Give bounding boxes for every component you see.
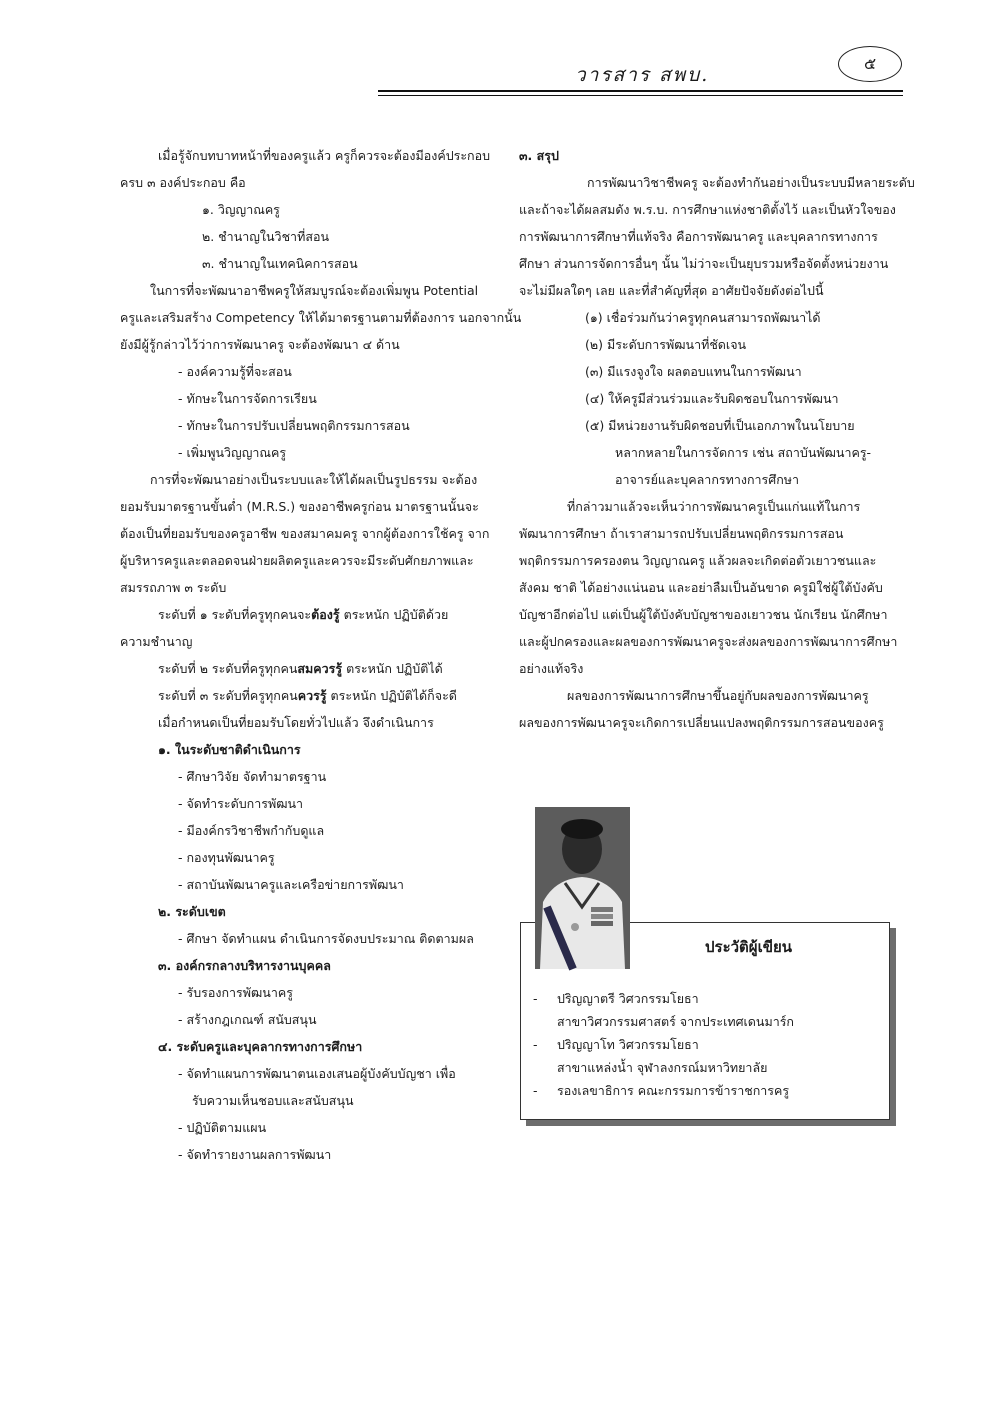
level-3: ระดับที่ ๓ ระดับที่ครูทุกคนควรรู้ ตระหนัก ปฏิบัติได้ก็จะดี [158, 688, 457, 703]
paragraph-line: พัฒนาการศึกษา ถ้าเราสามารถปรับเปลี่ยนพฤติกรรมการสอน [519, 526, 844, 541]
bio-title: ประวัติผู้เขียน [705, 938, 793, 956]
paragraph-line: ศึกษา ส่วนการจัดการอื่นๆ นั้น ไม่ว่าจะเป็นยุบรวมหรือจัดตั้งหน่วยงาน [519, 256, 889, 271]
section-item: - ศึกษา จัดทำแผน ดำเนินการจัดงบประมาณ ติดตามผล [178, 931, 474, 946]
level-2: ระดับที่ ๒ ระดับที่ครูทุกคนสมควรรู้ ตระหนัก ปฏิบัติได้ [158, 661, 443, 676]
paragraph-line: สมรรถภาพ ๓ ระดับ [120, 580, 227, 595]
paragraph-line: จะไม่มีผลใดๆ เลย และที่สำคัญที่สุด อาศัยปัจจัยดังต่อไปนี้ [519, 283, 824, 298]
section-item: - จัดทำแผนการพัฒนาตนเองเสนอผู้บังคับบัญชา เพื่อ [178, 1066, 456, 1081]
area-item: - องค์ความรู้ที่จะสอน [178, 364, 292, 379]
author-photo [535, 807, 630, 969]
paragraph-line: สังคม ชาติ ได้อย่างแน่นอน และอย่าลืมเป็นอันขาด ครูมิใช่ผู้ใต้บังคับ [519, 580, 883, 595]
bio-item: - รองเลขาธิการ คณะกรรมการข้าราชการครู [533, 1083, 790, 1098]
bio-list [533, 987, 878, 1102]
section-item: - ศึกษาวิจัย จัดทำมาตรฐาน [178, 769, 327, 784]
component-item: ๑. วิญญาณครู [202, 202, 280, 217]
section-heading: ๒. ระดับเขต [158, 904, 226, 919]
section-item: - สถาบันพัฒนาครูและเครือข่ายการพัฒนา [178, 877, 404, 892]
factor-item-cont: อาจารย์และบุคลากรทางการศึกษา [615, 472, 800, 487]
section-item: - กองทุนพัฒนาครู [178, 850, 275, 865]
section-item: - จัดทำรายงานผลการพัฒนา [178, 1147, 332, 1162]
paragraph-line: และผู้ปกครองและผลของการพัฒนาครูจะส่งผลของการพัฒนาการศึกษา [519, 634, 898, 649]
factor-item-cont: หลากหลายในการจัดการ เช่น สถาบันพัฒนาครู- [615, 445, 872, 460]
journal-title: วารสาร สพบ. [575, 64, 710, 86]
component-item: ๓. ชำนาญในเทคนิคการสอน [202, 256, 358, 271]
paragraph-line: ในการที่จะพัฒนาอาชีพครูให้สมบูรณ์จะต้องเพิ่มพูน Potential [150, 283, 479, 298]
component-item: ๒. ชำนาญในวิชาที่สอน [202, 229, 329, 244]
right-column [519, 142, 915, 736]
paragraph-line: ผลของการพัฒนาการศึกษาขึ้นอยู่กับผลของการพัฒนาครู [567, 688, 869, 703]
paragraph-line: ยอมรับมาตรฐานขั้นต่ำ (M.R.S.) ของอาชีพครูก่อน มาตรฐานนั้นจะ [120, 499, 479, 514]
section-item: - สร้างกฎเกณฑ์ สนับสนุน [178, 1012, 317, 1027]
page-number: ๕ [838, 46, 902, 82]
paragraph-line: ต้องเป็นที่ยอมรับของครูอาชีพ ของสมาคมครู จากผู้ต้องการใช้ครู จาก [120, 526, 490, 541]
factor-item: (๑) เชื่อร่วมกันว่าครูทุกคนสามารถพัฒนาได้ [585, 310, 821, 325]
paragraph-line: ผลของการพัฒนาครูจะเกิดการเปลี่ยนแปลงพฤติกรรมการสอนของครู [519, 715, 884, 730]
paragraph-line: อย่างแท้จริง [519, 661, 584, 676]
left-column [120, 142, 522, 1168]
area-item: - เพิ่มพูนวิญญาณครู [178, 445, 287, 460]
section-heading: ๔. ระดับครูและบุคลากรทางการศึกษา [158, 1039, 363, 1054]
factor-item: (๒) มีระดับการพัฒนาที่ชัดเจน [585, 337, 747, 352]
paragraph-line: พฤติกรรมการครองตน วิญญาณครู แล้วผลจะเกิดต่อตัวเยาวชนและ [519, 553, 877, 568]
section-item-cont: รับความเห็นชอบและสนับสนุน [192, 1093, 354, 1108]
paragraph-line: และถ้าจะได้ผลสมดัง พ.ร.บ. การศึกษาแห่งชาติตั้งไว้ และเป็นหัวใจของ [519, 202, 896, 217]
paragraph-line: การพัฒนาการศึกษาที่แท้จริง คือการพัฒนาครู และบุคลากรทางการ [519, 229, 878, 244]
intro-text: เมื่อรู้จักบทบาทหน้าที่ของครูแล้ว ครูก็ควรจะต้องมีองค์ประกอบ [158, 148, 491, 163]
paragraph-line: บัญชาอีกต่อไป แต่เป็นผู้ใต้บังคับบัญชาของเยาวชน นักเรียน นักศึกษา [519, 607, 888, 622]
bio-item: - ปริญญาตรี วิศวกรรมโยธา สาขาวิศวกรรมศาสตร์ จากประเทศเดนมาร์ก [533, 991, 795, 1029]
author-portrait-image [535, 807, 630, 969]
section-heading: ๓. องค์กรกลางบริหารงานบุคคล [158, 958, 331, 973]
factor-item: (๕) มีหน่วยงานรับผิดชอบที่เป็นเอกภาพในนโยบาย [585, 418, 855, 433]
paragraph-line: การที่จะพัฒนาอย่างเป็นระบบและให้ได้ผลเป็นรูปธรรม จะต้อง [150, 472, 478, 487]
section-heading: ๑. ในระดับชาติดำเนินการ [158, 742, 301, 757]
paragraph-line: ยังมีผู้รู้กล่าวไว้ว่าการพัฒนาครู จะต้องพัฒนา ๔ ด้าน [120, 337, 400, 352]
section-item: - ปฏิบัติตามแผน [178, 1120, 267, 1135]
area-item: - ทักษะในการจัดการเรียน [178, 391, 317, 406]
paragraph-line: การพัฒนาวิชาชีพครู จะต้องทำกันอย่างเป็นระบบมีหลายระดับ [587, 175, 915, 190]
level-3-cont: เมื่อกำหนดเป็นที่ยอมรับโดยทั่วไปแล้ว จึงดำเนินการ [158, 715, 434, 730]
area-item: - ทักษะในการปรับเปลี่ยนพฤติกรรมการสอน [178, 418, 410, 433]
bio-item: - ปริญญาโท วิศวกรรมโยธา สาขาแหล่งน้ำ จุฬาลงกรณ์มหาวิทยาลัย [533, 1037, 768, 1075]
level-1-cont: ความชำนาญ [120, 634, 193, 649]
section-item: - มีองค์กรวิชาชีพกำกับดูแล [178, 823, 325, 838]
intro-text: ครบ ๓ องค์ประกอบ คือ [120, 175, 246, 190]
paragraph-line: ผู้บริหารครูและตลอดจนฝ่ายผลิตครูและควรจะมีระดับศักยภาพและ [120, 553, 474, 568]
level-1: ระดับที่ ๑ ระดับที่ครูทุกคนจะต้องรู้ ตระหนัก ปฏิบัติด้วย [158, 607, 449, 622]
header-rule-thin [378, 95, 903, 96]
factor-item: (๓) มีแรงจูงใจ ผลตอบแทนในการพัฒนา [585, 364, 802, 379]
factor-item: (๔) ให้ครูมีส่วนร่วมและรับผิดชอบในการพัฒนา [585, 391, 839, 406]
paragraph-line: ครูและเสริมสร้าง Competency ให้ได้มาตรฐานตามที่ต้องการ นอกจากนั้น [120, 310, 522, 325]
paragraph-line: ที่กล่าวมาแล้วจะเห็นว่าการพัฒนาครูเป็นแก่นแท้ในการ [567, 499, 861, 514]
section-item: - จัดทำระดับการพัฒนา [178, 796, 304, 811]
section-item: - รับรองการพัฒนาครู [178, 985, 293, 1000]
summary-heading: ๓. สรุป [519, 148, 559, 163]
header-rule [378, 90, 903, 92]
